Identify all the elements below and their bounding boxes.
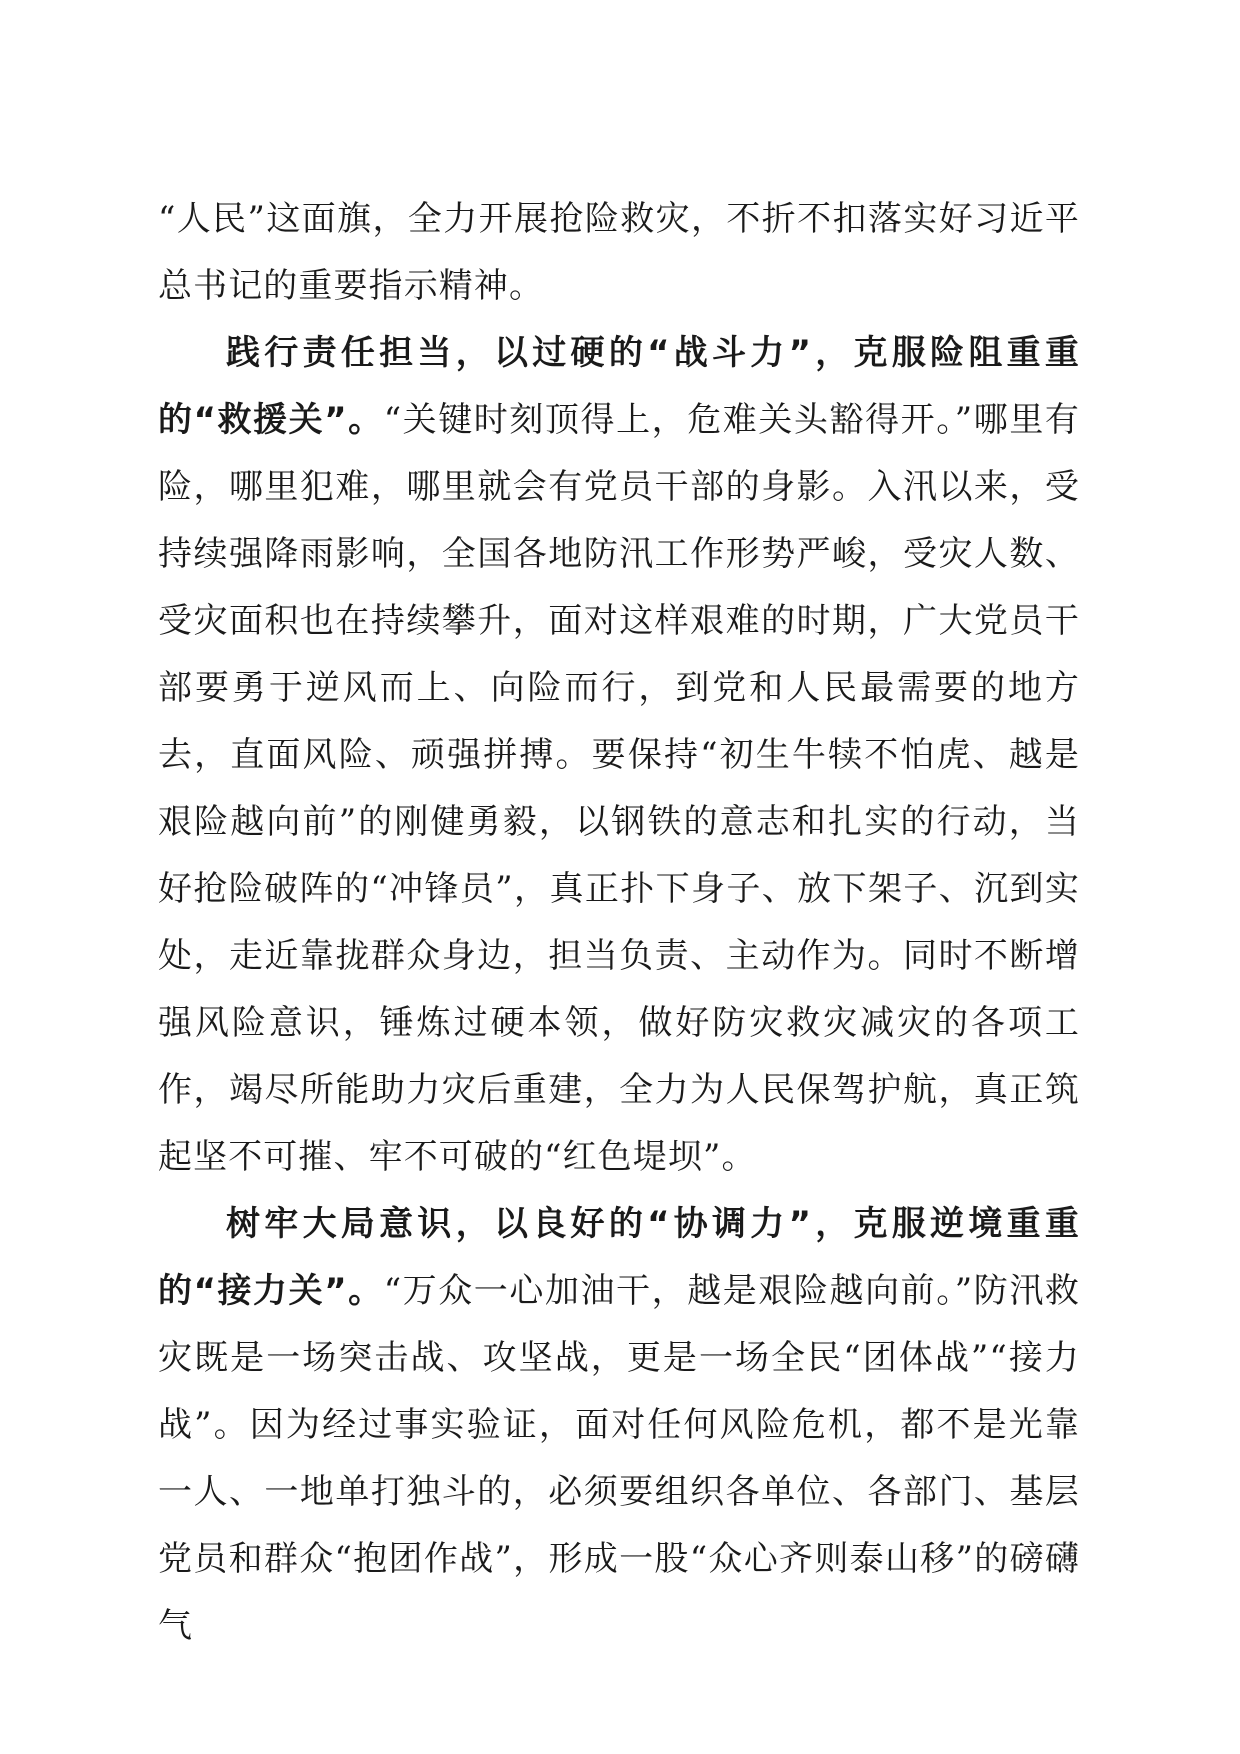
- paragraph-body: “万众一心加油干，越是艰险越向前。”防汛救灾既是一场突击战、攻坚战，更是一场全民“团体战”“接力战”。因为经过事实验证，面对任何风险危机，都不是光靠一人、一地单打独斗的，必须要组织各单位、各部门、基层党员和群众“抱团作战”，形成一股“众心齐则泰山移”的磅礴气: [158, 1271, 1080, 1646]
- paragraph-rescue: [158, 320, 1080, 1191]
- paragraph-heading: 树牢大局意识，以良好的“协调力”，克服逆境重重的“接力关”。: [158, 1204, 1080, 1311]
- paragraph-continuation: [158, 186, 1080, 320]
- paragraph-relay: [158, 1191, 1080, 1660]
- paragraph-body: “关键时刻顶得上，危难关头豁得开。”哪里有险，哪里犯难，哪里就会有党员干部的身影。入汛以来，受持续强降雨影响，全国各地防汛工作形势严峻，受灾人数、受灾面积也在持续攀升，面对这样艰难的时期，广大党员干部要勇于逆风而上、向险而行，到党和人民最需要的地方去，直面风险、顽强拼搏。要保持“初生牛犊不怕虎、越是艰险越向前”的刚健勇毅，以钢铁的意志和扎实的行动，当好抢险破阵的“冲锋员”，真正扑下身子、放下架子、沉到实处，走近靠拢群众身边，担当负责、主动作为。同时不断增强风险意识，锤炼过硬本领，做好防灾救灾减灾的各项工作，竭尽所能助力灾后重建，全力为人民保驾护航，真正筑起坚不可摧、牢不可破的“红色堤坝”。: [158, 400, 1080, 1177]
- document-page: [158, 186, 1080, 1660]
- paragraph-body: “人民”这面旗，全力开展抢险救灾，不折不扣落实好习近平总书记的重要指示精神。: [158, 199, 1080, 306]
- paragraph-heading: 践行责任担当，以过硬的“战斗力”，克服险阻重重的“救援关”。: [158, 333, 1080, 440]
